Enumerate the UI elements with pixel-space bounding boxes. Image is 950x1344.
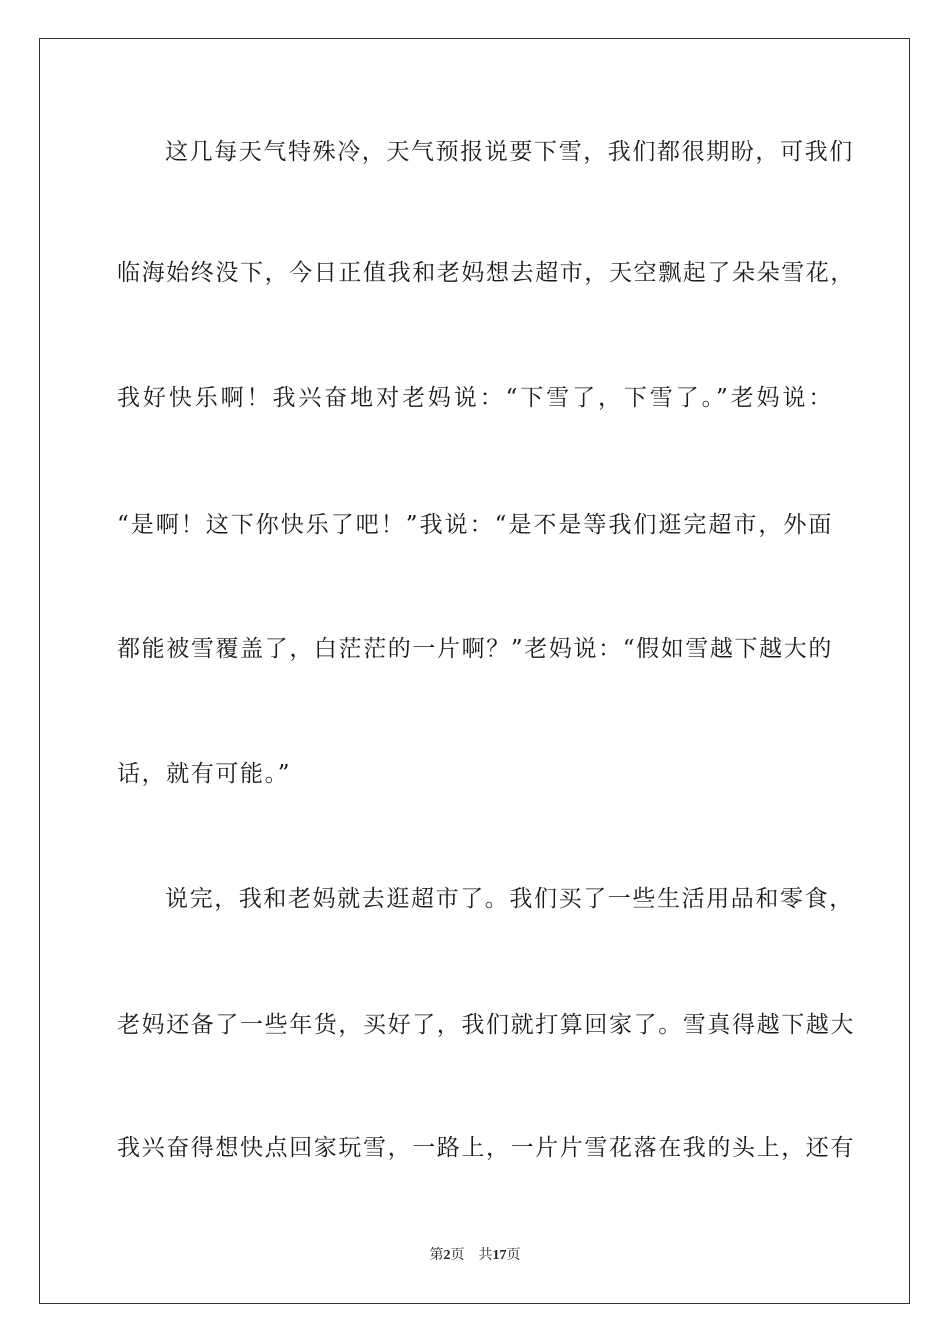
page-suffix: 页	[450, 1248, 465, 1263]
page-footer	[0, 1247, 950, 1265]
text-line-8: 老妈还备了一些年货，买好了，我们就打算回家了。雪真得越下越大	[117, 1012, 855, 1038]
text-line-6: 话，就有可能。”	[117, 761, 292, 787]
text-line-9: 我兴奋得想快点回家玩雪，一路上，一片片雪花落在我的头上，还有	[117, 1135, 855, 1161]
text-line-7: 说完，我和老妈就去逛超市了。我们买了一些生活用品和零食，	[165, 886, 854, 912]
text-line-3: 我好快乐啊！我兴奋地对老妈说：“下雪了，下雪了。”老妈说：	[117, 385, 833, 411]
text-line-5: 都能被雪覆盖了，白茫茫的一片啊？”老妈说：“假如雪越下越大的	[117, 636, 833, 662]
text-line-2: 临海始终没下，今日正值我和老妈想去超市，天空飘起了朵朵雪花，	[117, 260, 855, 286]
page-number: 2	[443, 1248, 451, 1263]
text-line-1: 这几每天气特殊冷，天气预报说要下雪，我们都很期盼，可我们	[165, 139, 854, 165]
text-line-4: “是啊！这下你快乐了吧！”我说：“是不是等我们逛完超市，外面	[117, 512, 833, 538]
page-prefix: 第	[429, 1248, 444, 1263]
total-suffix: 页	[506, 1248, 521, 1263]
total-pages: 17	[492, 1248, 507, 1263]
page-border	[39, 38, 910, 1304]
total-prefix: 共	[478, 1248, 493, 1263]
